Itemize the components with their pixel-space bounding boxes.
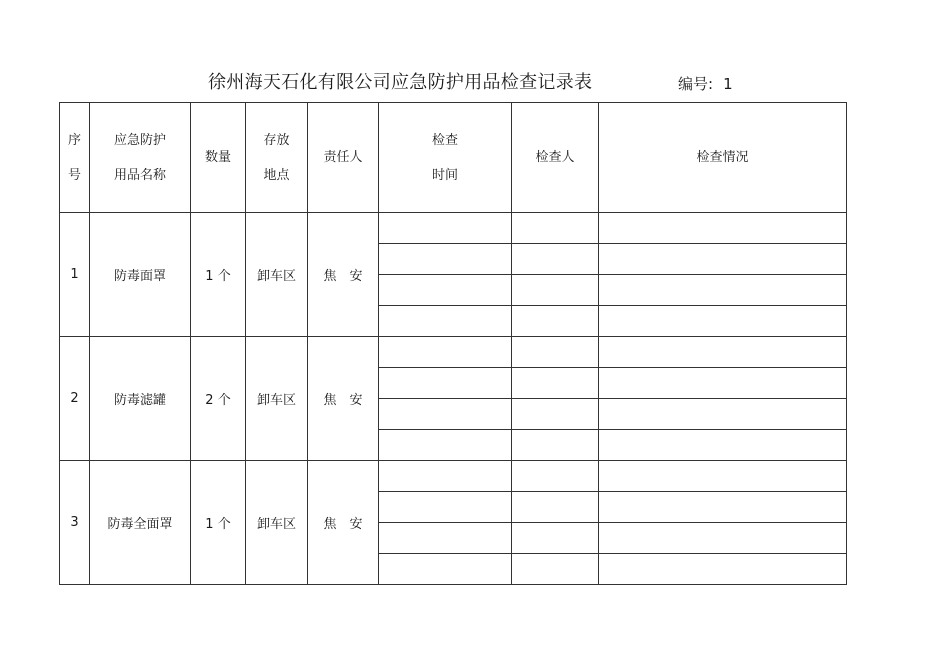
check-status-cell[interactable] — [599, 554, 847, 585]
check-time-cell[interactable] — [379, 337, 512, 368]
header-owner: 责任人 — [308, 103, 379, 213]
check-time-cell[interactable] — [379, 399, 512, 430]
header-row — [60, 103, 847, 213]
check-status-cell[interactable] — [599, 275, 847, 306]
header-item-name: 应急防护 用品名称 — [90, 103, 191, 213]
check-status-cell[interactable] — [599, 523, 847, 554]
check-time-cell[interactable] — [379, 430, 512, 461]
inspector-cell[interactable] — [512, 399, 599, 430]
row-owner: 焦 安 — [308, 213, 379, 337]
check-time-cell[interactable] — [379, 523, 512, 554]
check-time-cell[interactable] — [379, 368, 512, 399]
inspector-cell[interactable] — [512, 213, 599, 244]
header-location: 存放 地点 — [246, 103, 308, 213]
check-status-cell[interactable] — [599, 306, 847, 337]
row-location: 卸车区 — [246, 213, 308, 337]
inspector-cell[interactable] — [512, 306, 599, 337]
check-time-cell[interactable] — [379, 213, 512, 244]
serial-label: 编号: — [678, 75, 714, 93]
serial-number — [678, 72, 733, 96]
inspector-cell[interactable] — [512, 244, 599, 275]
header-check-time: 检查 时间 — [379, 103, 512, 213]
header-seq: 序 号 — [60, 103, 90, 213]
check-status-cell[interactable] — [599, 244, 847, 275]
row-quantity: 1 个 — [191, 461, 246, 585]
check-status-cell[interactable] — [599, 399, 847, 430]
check-time-cell[interactable] — [379, 275, 512, 306]
row-seq: 3 — [60, 461, 90, 585]
inspector-cell[interactable] — [512, 492, 599, 523]
check-time-cell[interactable] — [379, 306, 512, 337]
header-check-status: 检查情况 — [599, 103, 847, 213]
row-seq: 2 — [60, 337, 90, 461]
inspection-record-table — [59, 102, 847, 585]
inspector-cell[interactable] — [512, 461, 599, 492]
check-time-cell[interactable] — [379, 492, 512, 523]
row-owner: 焦 安 — [308, 337, 379, 461]
inspector-cell[interactable] — [512, 523, 599, 554]
row-location: 卸车区 — [246, 461, 308, 585]
header-inspector: 检查人 — [512, 103, 599, 213]
table-row — [60, 213, 847, 244]
check-status-cell[interactable] — [599, 337, 847, 368]
inspector-cell[interactable] — [512, 337, 599, 368]
check-time-cell[interactable] — [379, 461, 512, 492]
inspector-cell[interactable] — [512, 430, 599, 461]
table-row — [60, 337, 847, 368]
table-row — [60, 461, 847, 492]
row-owner: 焦 安 — [308, 461, 379, 585]
row-location: 卸车区 — [246, 337, 308, 461]
check-status-cell[interactable] — [599, 213, 847, 244]
row-quantity: 1 个 — [191, 213, 246, 337]
row-quantity: 2 个 — [191, 337, 246, 461]
header-quantity: 数量 — [191, 103, 246, 213]
check-status-cell[interactable] — [599, 368, 847, 399]
inspector-cell[interactable] — [512, 368, 599, 399]
row-item-name: 防毒滤罐 — [90, 337, 191, 461]
check-status-cell[interactable] — [599, 461, 847, 492]
form-title: 徐州海天石化有限公司应急防护用品检查记录表 — [208, 72, 593, 93]
check-status-cell[interactable] — [599, 492, 847, 523]
check-status-cell[interactable] — [599, 430, 847, 461]
row-item-name: 防毒面罩 — [90, 213, 191, 337]
row-item-name: 防毒全面罩 — [90, 461, 191, 585]
inspector-cell[interactable] — [512, 554, 599, 585]
row-seq: 1 — [60, 213, 90, 337]
check-time-cell[interactable] — [379, 554, 512, 585]
check-time-cell[interactable] — [379, 244, 512, 275]
serial-value: 1 — [723, 75, 733, 93]
inspector-cell[interactable] — [512, 275, 599, 306]
